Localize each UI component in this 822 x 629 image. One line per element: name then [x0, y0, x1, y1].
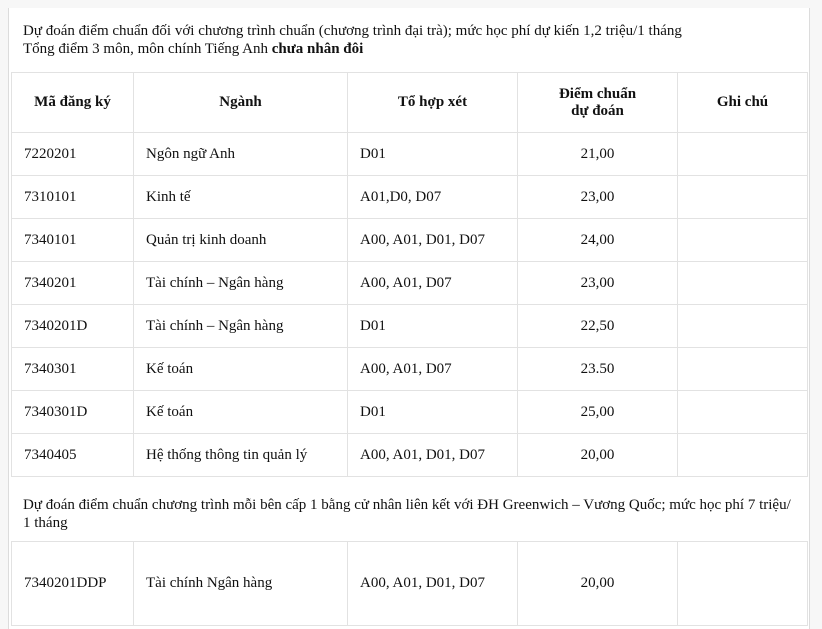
cell-code: 7340405: [12, 434, 134, 477]
header-code: Mã đăng ký: [12, 73, 134, 133]
cell-note: [678, 348, 808, 391]
intro-line-2: [23, 40, 793, 58]
cell-note: [678, 219, 808, 262]
cell-combo: A00, A01, D01, D07: [348, 219, 518, 262]
cell-note: [678, 262, 808, 305]
cell-code: 7340301D: [12, 391, 134, 434]
cell-note: [678, 305, 808, 348]
cell-note: [678, 391, 808, 434]
header-score: [518, 73, 678, 133]
cell-note: [678, 434, 808, 477]
header-major: Ngành: [134, 73, 348, 133]
cell-score: 23,00: [518, 176, 678, 219]
table-row: [12, 305, 808, 348]
score-table-2: [11, 541, 808, 626]
table-row: [12, 542, 808, 626]
table-header-row: [12, 73, 808, 133]
document-sheet: [8, 8, 810, 629]
cell-combo: A01,D0, D07: [348, 176, 518, 219]
cell-score: 23.50: [518, 348, 678, 391]
cell-major: Kinh tế: [134, 176, 348, 219]
header-score-line-2: dự đoán: [571, 102, 624, 119]
cell-score: 20,00: [518, 542, 678, 626]
cell-combo: A00, A01, D01, D07: [348, 434, 518, 477]
intro-line-2-bold: chưa nhân đôi: [271, 41, 364, 57]
cell-combo: A00, A01, D07: [348, 348, 518, 391]
cell-note: [678, 542, 808, 626]
cell-major: Kế toán: [134, 391, 348, 434]
intro-line-1: Dự đoán điểm chuẩn đối với chương trình chuẩn (chương trình đại trà); mức học phí dự kiến 1,2 triệu/1 tháng: [23, 23, 682, 39]
score-table: [11, 72, 808, 477]
intro-note: [23, 22, 793, 58]
header-note: Ghi chú: [678, 73, 808, 133]
cell-code: 7340101: [12, 219, 134, 262]
cell-score: 20,00: [518, 434, 678, 477]
cell-code: 7310101: [12, 176, 134, 219]
table-row: [12, 176, 808, 219]
header-combo: Tổ hợp xét: [348, 73, 518, 133]
table-row: [12, 348, 808, 391]
cell-score: 22,50: [518, 305, 678, 348]
cell-score: 25,00: [518, 391, 678, 434]
cell-note: [678, 176, 808, 219]
cell-combo: D01: [348, 305, 518, 348]
cell-major: Kế toán: [134, 348, 348, 391]
table-row: [12, 262, 808, 305]
cell-code: 7220201: [12, 133, 134, 176]
cell-combo: A00, A01, D01, D07: [348, 542, 518, 626]
cell-code: 7340201D: [12, 305, 134, 348]
cell-note: [678, 133, 808, 176]
cell-major: Ngôn ngữ Anh: [134, 133, 348, 176]
cell-major: Quản trị kinh doanh: [134, 219, 348, 262]
table-row: [12, 391, 808, 434]
cell-combo: D01: [348, 391, 518, 434]
cell-major: Tài chính – Ngân hàng: [134, 262, 348, 305]
cell-score: 21,00: [518, 133, 678, 176]
cell-score: 23,00: [518, 262, 678, 305]
cell-code: 7340201: [12, 262, 134, 305]
cell-combo: A00, A01, D07: [348, 262, 518, 305]
cell-score: 24,00: [518, 219, 678, 262]
cell-major: Tài chính Ngân hàng: [134, 542, 348, 626]
table-row: [12, 434, 808, 477]
cell-combo: D01: [348, 133, 518, 176]
cell-major: Hệ thống thông tin quản lý: [134, 434, 348, 477]
table-row: [12, 219, 808, 262]
intro-note-2: Dự đoán điểm chuẩn chương trình mỗi bên cấp 1 bằng cử nhân liên kết với ĐH Greenwich – Vương Quốc; mức học phí 7 triệu/ 1 tháng: [23, 497, 791, 531]
cell-code: 7340301: [12, 348, 134, 391]
header-score-line-1: Điểm chuẩn: [558, 85, 637, 102]
table-row: [12, 133, 808, 176]
cell-major: Tài chính – Ngân hàng: [134, 305, 348, 348]
intro-line-2-text: Tổng điểm 3 môn, môn chính Tiếng Anh: [23, 41, 272, 57]
cell-code: 7340201DDP: [12, 542, 134, 626]
